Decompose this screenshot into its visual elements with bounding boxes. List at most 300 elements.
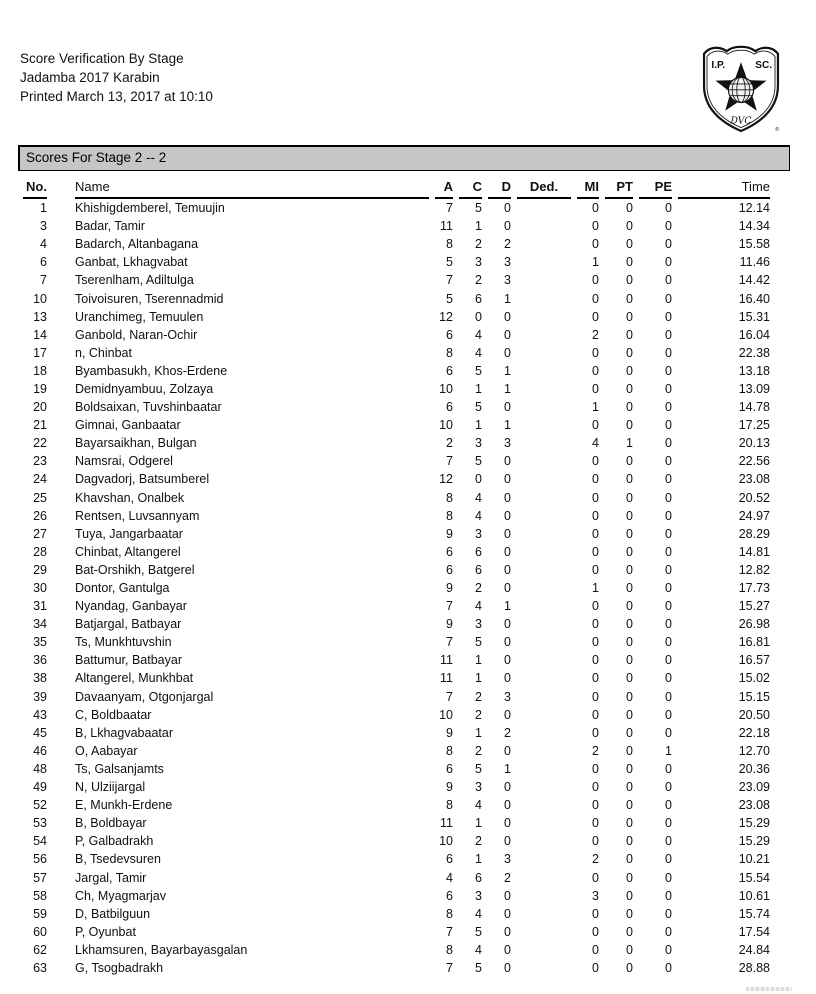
cell-name: Uranchimeg, Temuulen xyxy=(75,309,204,324)
cell-pt: 0 xyxy=(626,219,633,234)
table-row xyxy=(20,796,773,814)
cell-c: 3 xyxy=(475,255,482,270)
cell-ded xyxy=(514,344,574,362)
cell-c: 5 xyxy=(475,363,482,378)
table-row xyxy=(20,923,773,941)
table-row xyxy=(20,669,773,687)
cell-ded xyxy=(514,941,574,959)
cell-no: 59 xyxy=(33,906,47,921)
cell-mi: 0 xyxy=(592,381,599,396)
cell-c: 1 xyxy=(475,653,482,668)
cell-ded xyxy=(514,633,574,651)
cell-ded xyxy=(514,905,574,923)
cell-c: 3 xyxy=(475,780,482,795)
cell-d: 0 xyxy=(504,834,511,849)
cell-name: Toivoisuren, Tserennadmid xyxy=(75,291,224,306)
cell-d: 0 xyxy=(504,201,511,216)
cell-mi: 0 xyxy=(592,472,599,487)
cell-c: 1 xyxy=(475,381,482,396)
cell-name: Altangerel, Munkhbat xyxy=(75,671,194,686)
cell-time: 15.27 xyxy=(738,599,770,614)
table-row xyxy=(20,217,773,235)
cell-time: 14.34 xyxy=(738,219,770,234)
cell-pe: 0 xyxy=(665,960,672,975)
cell-a: 6 xyxy=(446,544,453,559)
cell-no: 49 xyxy=(33,780,47,795)
cell-ded xyxy=(514,959,574,977)
cell-no: 46 xyxy=(33,743,47,758)
cell-d: 0 xyxy=(504,942,511,957)
col-header-time: Time xyxy=(675,179,773,199)
cell-name: Rentsen, Luvsannyam xyxy=(75,508,200,523)
globe-icon xyxy=(728,77,753,102)
cell-ded xyxy=(514,470,574,488)
cell-no: 6 xyxy=(40,255,47,270)
table-row xyxy=(20,525,773,543)
cell-name: Dagvadorj, Batsumberel xyxy=(75,472,210,487)
cell-pt: 0 xyxy=(626,888,633,903)
cell-no: 27 xyxy=(33,526,47,541)
cell-no: 63 xyxy=(33,960,47,975)
cell-c: 0 xyxy=(475,472,482,487)
cell-pt: 0 xyxy=(626,653,633,668)
cell-no: 31 xyxy=(33,599,47,614)
cell-d: 0 xyxy=(504,400,511,415)
cell-a: 8 xyxy=(446,508,453,523)
cell-c: 2 xyxy=(475,834,482,849)
cell-ded xyxy=(514,778,574,796)
cell-no: 4 xyxy=(40,237,47,252)
logo-motto: DVC xyxy=(730,115,752,127)
cell-time: 24.97 xyxy=(738,508,770,523)
cell-mi: 2 xyxy=(592,327,599,342)
cell-time: 23.08 xyxy=(738,472,770,487)
cell-ded xyxy=(514,253,574,271)
cell-pe: 0 xyxy=(665,852,672,867)
cell-no: 3 xyxy=(40,219,47,234)
cell-d: 0 xyxy=(504,562,511,577)
cell-d: 0 xyxy=(504,924,511,939)
table-row xyxy=(20,489,773,507)
cell-d: 1 xyxy=(504,381,511,396)
table-row xyxy=(20,633,773,651)
cell-c: 2 xyxy=(475,581,482,596)
table-row xyxy=(20,308,773,326)
cell-d: 0 xyxy=(504,454,511,469)
cell-pt: 0 xyxy=(626,960,633,975)
cell-a: 6 xyxy=(446,562,453,577)
cell-mi: 0 xyxy=(592,761,599,776)
cell-pe: 0 xyxy=(665,581,672,596)
cell-name: B, Tsedevsuren xyxy=(75,852,161,867)
cell-mi: 0 xyxy=(592,309,599,324)
cell-no: 10 xyxy=(33,291,47,306)
cell-no: 14 xyxy=(33,327,47,342)
table-row xyxy=(20,742,773,760)
cell-pt: 0 xyxy=(626,544,633,559)
cell-c: 5 xyxy=(475,635,482,650)
cell-name: Demidnyambuu, Zolzaya xyxy=(75,381,214,396)
table-row xyxy=(20,199,773,217)
partial-next-page-smudge xyxy=(746,987,792,991)
cell-c: 6 xyxy=(475,870,482,885)
cell-d: 3 xyxy=(504,273,511,288)
table-row xyxy=(20,271,773,289)
cell-mi: 0 xyxy=(592,562,599,577)
cell-ded xyxy=(514,507,574,525)
cell-d: 1 xyxy=(504,761,511,776)
cell-ded xyxy=(514,434,574,452)
cell-pe: 0 xyxy=(665,599,672,614)
cell-name: Ts, Munkhtuvshin xyxy=(75,635,172,650)
cell-pt: 0 xyxy=(626,924,633,939)
cell-pe: 0 xyxy=(665,400,672,415)
cell-pe: 0 xyxy=(665,381,672,396)
cell-c: 2 xyxy=(475,743,482,758)
cell-a: 4 xyxy=(446,870,453,885)
cell-no: 48 xyxy=(33,761,47,776)
cell-name: Ganbold, Naran-Ochir xyxy=(75,327,198,342)
cell-time: 28.88 xyxy=(738,960,770,975)
cell-a: 9 xyxy=(446,725,453,740)
cell-ded xyxy=(514,525,574,543)
cell-no: 45 xyxy=(33,725,47,740)
cell-mi: 0 xyxy=(592,635,599,650)
registered-mark: ® xyxy=(774,127,780,133)
cell-pt: 0 xyxy=(626,418,633,433)
cell-time: 17.73 xyxy=(738,581,770,596)
cell-ded xyxy=(514,651,574,669)
cell-time: 12.14 xyxy=(738,201,770,216)
cell-no: 57 xyxy=(33,870,47,885)
cell-no: 25 xyxy=(33,490,47,505)
cell-time: 13.18 xyxy=(738,363,770,378)
cell-time: 13.09 xyxy=(738,381,770,396)
cell-d: 0 xyxy=(504,780,511,795)
cell-time: 22.56 xyxy=(738,454,770,469)
cell-pt: 0 xyxy=(626,725,633,740)
cell-no: 29 xyxy=(33,562,47,577)
cell-a: 11 xyxy=(440,653,453,668)
cell-c: 3 xyxy=(475,888,482,903)
cell-pt: 0 xyxy=(626,798,633,813)
cell-a: 7 xyxy=(446,599,453,614)
cell-d: 0 xyxy=(504,960,511,975)
match-name: Jadamba 2017 Karabin xyxy=(20,70,160,85)
table-row xyxy=(20,706,773,724)
cell-c: 1 xyxy=(475,418,482,433)
cell-time: 12.82 xyxy=(738,562,770,577)
cell-c: 4 xyxy=(475,942,482,957)
cell-pe: 0 xyxy=(665,201,672,216)
cell-c: 1 xyxy=(475,671,482,686)
cell-d: 0 xyxy=(504,617,511,632)
cell-no: 28 xyxy=(33,544,47,559)
cell-time: 16.81 xyxy=(738,635,770,650)
cell-pt: 0 xyxy=(626,834,633,849)
cell-time: 16.40 xyxy=(738,291,770,306)
cell-pt: 0 xyxy=(626,526,633,541)
cell-c: 5 xyxy=(475,400,482,415)
cell-time: 14.81 xyxy=(738,544,770,559)
cell-d: 0 xyxy=(504,490,511,505)
cell-c: 2 xyxy=(475,237,482,252)
cell-a: 7 xyxy=(446,924,453,939)
cell-pe: 0 xyxy=(665,562,672,577)
cell-pe: 0 xyxy=(665,924,672,939)
cell-mi: 0 xyxy=(592,707,599,722)
cell-no: 24 xyxy=(33,472,47,487)
cell-pe: 0 xyxy=(665,834,672,849)
cell-no: 17 xyxy=(33,345,47,360)
cell-pe: 0 xyxy=(665,345,672,360)
table-row xyxy=(20,398,773,416)
cell-pt: 0 xyxy=(626,201,633,216)
cell-ded xyxy=(514,615,574,633)
col-header-name: Name xyxy=(50,179,432,199)
cell-d: 3 xyxy=(504,255,511,270)
cell-c: 3 xyxy=(475,617,482,632)
cell-pt: 0 xyxy=(626,689,633,704)
table-row xyxy=(20,959,773,977)
cell-d: 0 xyxy=(504,345,511,360)
cell-no: 60 xyxy=(33,924,47,939)
col-header-ded: Ded. xyxy=(514,179,574,199)
cell-pt: 0 xyxy=(626,345,633,360)
cell-pt: 0 xyxy=(626,743,633,758)
cell-pt: 0 xyxy=(626,635,633,650)
cell-mi: 0 xyxy=(592,653,599,668)
cell-a: 7 xyxy=(446,201,453,216)
cell-pt: 0 xyxy=(626,472,633,487)
cell-d: 0 xyxy=(504,581,511,596)
table-row xyxy=(20,905,773,923)
cell-ded xyxy=(514,760,574,778)
cell-ded xyxy=(514,289,574,307)
cell-name: N, Ulziijargal xyxy=(75,780,146,795)
cell-pe: 0 xyxy=(665,454,672,469)
cell-name: Badarch, Altanbagana xyxy=(75,237,199,252)
cell-no: 35 xyxy=(33,635,47,650)
cell-time: 20.52 xyxy=(738,490,770,505)
cell-d: 0 xyxy=(504,906,511,921)
cell-ded xyxy=(514,452,574,470)
cell-pt: 0 xyxy=(626,671,633,686)
cell-no: 18 xyxy=(33,363,47,378)
cell-time: 12.70 xyxy=(738,743,770,758)
cell-pt: 0 xyxy=(626,816,633,831)
cell-time: 15.74 xyxy=(738,906,770,921)
table-row xyxy=(20,597,773,615)
cell-name: Lkhamsuren, Bayarbayasgalan xyxy=(75,942,248,957)
cell-name: P, Galbadrakh xyxy=(75,834,154,849)
cell-time: 15.31 xyxy=(738,309,770,324)
cell-d: 0 xyxy=(504,707,511,722)
cell-mi: 0 xyxy=(592,273,599,288)
cell-a: 8 xyxy=(446,345,453,360)
cell-a: 8 xyxy=(446,798,453,813)
table-row xyxy=(20,452,773,470)
cell-time: 14.78 xyxy=(738,400,770,415)
cell-mi: 0 xyxy=(592,671,599,686)
cell-ded xyxy=(514,887,574,905)
cell-pt: 0 xyxy=(626,327,633,342)
cell-mi: 0 xyxy=(592,454,599,469)
cell-no: 38 xyxy=(33,671,47,686)
cell-pt: 0 xyxy=(626,906,633,921)
cell-name: O, Aabayar xyxy=(75,743,138,758)
cell-ded xyxy=(514,868,574,886)
cell-name: Tuya, Jangarbaatar xyxy=(75,526,183,541)
cell-d: 0 xyxy=(504,327,511,342)
cell-time: 17.25 xyxy=(738,418,770,433)
cell-pt: 0 xyxy=(626,255,633,270)
cell-pt: 0 xyxy=(626,617,633,632)
table-row xyxy=(20,380,773,398)
cell-c: 6 xyxy=(475,544,482,559)
cell-name: Boldsaixan, Tuvshinbaatar xyxy=(75,400,222,415)
logo-text-sc: SC. xyxy=(755,60,773,71)
cell-ded xyxy=(514,235,574,253)
cell-pt: 0 xyxy=(626,581,633,596)
cell-no: 52 xyxy=(33,798,47,813)
cell-pe: 0 xyxy=(665,237,672,252)
cell-name: Badar, Tamir xyxy=(75,219,145,234)
cell-ded xyxy=(514,416,574,434)
cell-name: D, Batbilguun xyxy=(75,906,151,921)
cell-mi: 0 xyxy=(592,219,599,234)
cell-name: Khishigdemberel, Temuujin xyxy=(75,201,225,216)
cell-no: 56 xyxy=(33,852,47,867)
cell-ded xyxy=(514,669,574,687)
cell-time: 16.57 xyxy=(738,653,770,668)
cell-a: 5 xyxy=(446,255,453,270)
cell-mi: 0 xyxy=(592,689,599,704)
cell-pt: 0 xyxy=(626,761,633,776)
cell-time: 20.13 xyxy=(738,436,770,451)
table-row xyxy=(20,760,773,778)
cell-no: 39 xyxy=(33,689,47,704)
cell-no: 7 xyxy=(40,273,47,288)
cell-name: G, Tsogbadrakh xyxy=(75,960,164,975)
cell-a: 11 xyxy=(440,671,453,686)
cell-a: 10 xyxy=(439,381,453,396)
cell-time: 15.02 xyxy=(738,671,770,686)
table-row xyxy=(20,941,773,959)
cell-mi: 0 xyxy=(592,834,599,849)
cell-pt: 0 xyxy=(626,780,633,795)
cell-pt: 0 xyxy=(626,707,633,722)
table-row xyxy=(20,235,773,253)
col-header-c: C xyxy=(456,179,485,199)
table-row xyxy=(20,416,773,434)
cell-c: 5 xyxy=(475,960,482,975)
cell-a: 11 xyxy=(440,816,453,831)
cell-no: 19 xyxy=(33,381,47,396)
cell-a: 2 xyxy=(446,436,453,451)
report-header xyxy=(20,49,213,106)
cell-name: Dontor, Gantulga xyxy=(75,581,170,596)
cell-ded xyxy=(514,706,574,724)
cell-name: Davaanyam, Otgonjargal xyxy=(75,689,214,704)
cell-c: 4 xyxy=(475,508,482,523)
cell-pe: 0 xyxy=(665,255,672,270)
cell-pt: 0 xyxy=(626,852,633,867)
cell-c: 3 xyxy=(475,436,482,451)
cell-a: 8 xyxy=(446,237,453,252)
stage-banner: Scores For Stage 2 -- 2 xyxy=(18,145,790,171)
cell-c: 5 xyxy=(475,454,482,469)
cell-a: 10 xyxy=(439,418,453,433)
cell-no: 62 xyxy=(33,942,47,957)
cell-no: 22 xyxy=(33,436,47,451)
cell-d: 1 xyxy=(504,291,511,306)
cell-time: 16.04 xyxy=(738,327,770,342)
cell-d: 0 xyxy=(504,743,511,758)
table-row xyxy=(20,253,773,271)
cell-ded xyxy=(514,489,574,507)
table-row xyxy=(20,507,773,525)
cell-no: 53 xyxy=(33,816,47,831)
col-header-pe: PE xyxy=(636,179,675,199)
cell-mi: 0 xyxy=(592,490,599,505)
cell-pe: 0 xyxy=(665,635,672,650)
cell-d: 0 xyxy=(504,472,511,487)
cell-d: 0 xyxy=(504,508,511,523)
cell-mi: 0 xyxy=(592,798,599,813)
printed-timestamp: Printed March 13, 2017 at 10:10 xyxy=(20,89,213,104)
cell-name: Byambasukh, Khos-Erdene xyxy=(75,363,228,378)
cell-no: 21 xyxy=(33,418,47,433)
cell-pe: 0 xyxy=(665,725,672,740)
cell-ded xyxy=(514,832,574,850)
cell-pt: 0 xyxy=(626,454,633,469)
table-header-row xyxy=(20,179,773,199)
cell-d: 0 xyxy=(504,526,511,541)
cell-time: 15.54 xyxy=(738,870,770,885)
table-row xyxy=(20,688,773,706)
cell-mi: 0 xyxy=(592,960,599,975)
cell-no: 30 xyxy=(33,581,47,596)
cell-mi: 4 xyxy=(592,436,599,451)
cell-time: 20.36 xyxy=(738,761,770,776)
cell-pt: 0 xyxy=(626,508,633,523)
cell-c: 5 xyxy=(475,201,482,216)
cell-ded xyxy=(514,271,574,289)
cell-pe: 0 xyxy=(665,870,672,885)
cell-mi: 0 xyxy=(592,599,599,614)
cell-mi: 0 xyxy=(592,237,599,252)
cell-d: 2 xyxy=(504,725,511,740)
cell-ded xyxy=(514,688,574,706)
cell-d: 0 xyxy=(504,798,511,813)
cell-c: 2 xyxy=(475,273,482,288)
cell-mi: 0 xyxy=(592,363,599,378)
cell-no: 13 xyxy=(33,309,47,324)
cell-mi: 1 xyxy=(592,581,599,596)
cell-c: 6 xyxy=(475,562,482,577)
cell-ded xyxy=(514,199,574,217)
cell-c: 1 xyxy=(475,816,482,831)
cell-c: 4 xyxy=(475,327,482,342)
cell-d: 1 xyxy=(504,599,511,614)
cell-a: 9 xyxy=(446,581,453,596)
cell-pt: 0 xyxy=(626,309,633,324)
col-header-no: No. xyxy=(20,179,50,199)
table-row xyxy=(20,651,773,669)
table-row xyxy=(20,470,773,488)
cell-a: 8 xyxy=(446,906,453,921)
